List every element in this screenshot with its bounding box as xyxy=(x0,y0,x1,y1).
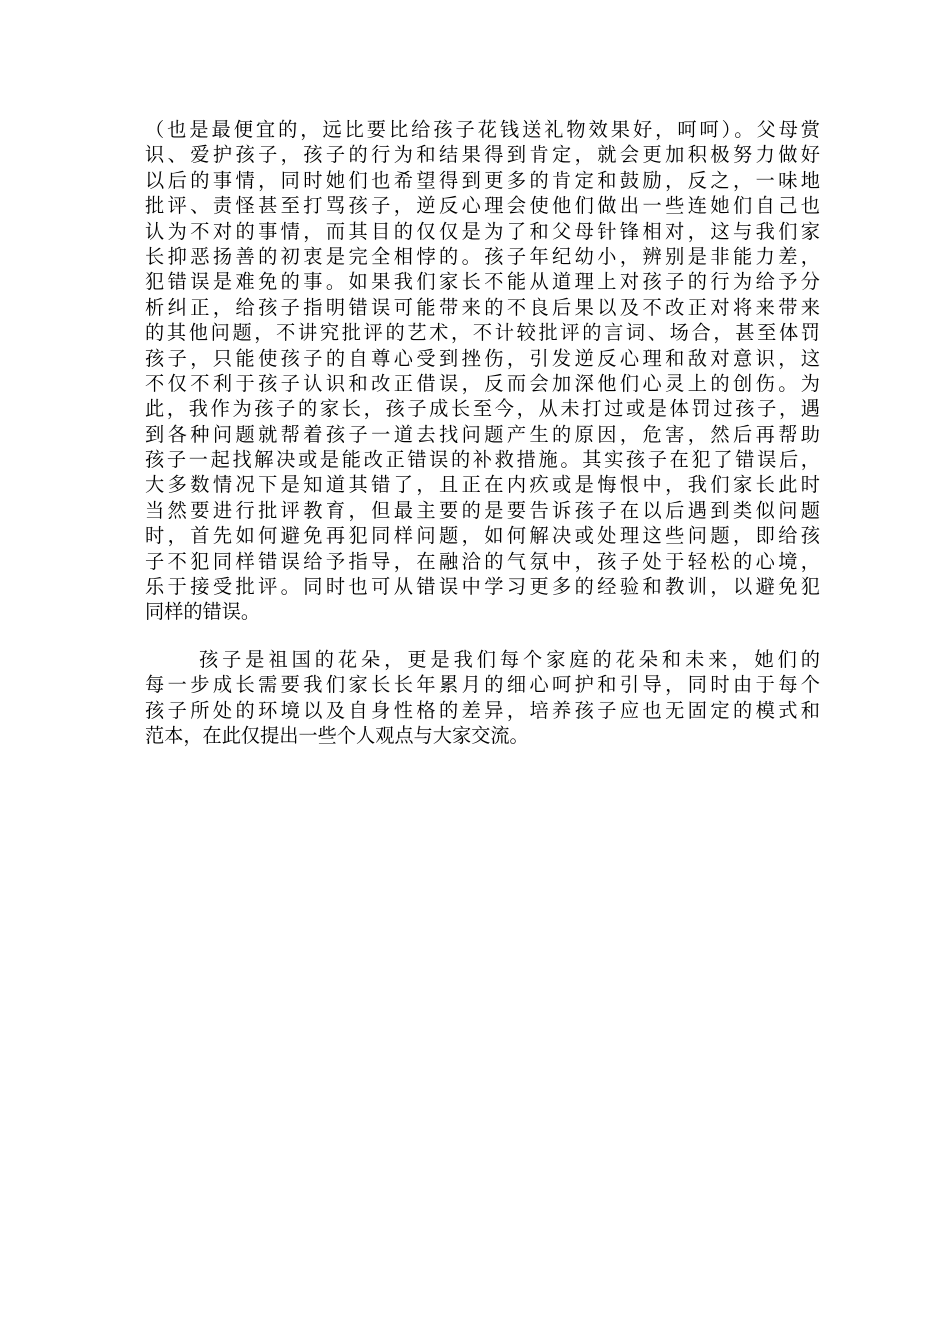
text-line: 此，我作为孩子的家长，孩子成长至今，从未打过或是体罚过孩子，遇 xyxy=(145,397,820,421)
text-line: 到各种问题就帮着孩子一道去找问题产生的原因，危害，然后再帮助 xyxy=(145,422,820,446)
text-line: 大多数情况下是知道其错了，且正在内疚或是悔恨中，我们家长此时 xyxy=(145,473,820,497)
text-line: 每一步成长需要我们家长长年累月的细心呵护和引导，同时由于每个 xyxy=(145,673,820,697)
text-line: 同样的错误。 xyxy=(145,600,261,624)
text-line: （也是最便宜的，远比要比给孩子花钱送礼物效果好，呵呵）。父母赏 xyxy=(145,118,820,141)
text-line: 犯错误是难免的事。如果我们家长不能从道理上对孩子的行为给予分 xyxy=(145,270,820,294)
paragraph-2 xyxy=(145,647,820,749)
text-line: 批评、责怪甚至打骂孩子，逆反心理会使他们做出一些连她们自己也 xyxy=(145,194,820,218)
text-line: 孩子是祖国的花朵，更是我们每个家庭的花朵和未来，她们的 xyxy=(199,647,820,671)
text-line: 长抑恶扬善的初衷是完全相悖的。孩子年纪幼小，辨别是非能力差， xyxy=(145,244,820,268)
document-body xyxy=(145,117,820,748)
text-line: 时，首先如何避免再犯同样问题，如何解决或处理这些问题，即给孩 xyxy=(145,524,820,548)
text-line: 识、爱护孩子，孩子的行为和结果得到肯定，就会更加积极努力做好 xyxy=(145,143,820,167)
text-line: 乐于接受批评。同时也可从错误中学习更多的经验和教训，以避免犯 xyxy=(145,575,820,599)
text-line: 孩子，只能使孩子的自尊心受到挫伤，引发逆反心理和敌对意识，这 xyxy=(145,346,820,370)
text-line: 孩子所处的环境以及自身性格的差异，培养孩子应也无固定的模式和 xyxy=(145,698,820,722)
text-line: 的其他问题，不讲究批评的艺术，不计较批评的言词、场合，甚至体罚 xyxy=(145,321,820,345)
text-line: 当然要进行批评教育，但最主要的是要告诉孩子在以后遇到类似问题 xyxy=(145,498,820,522)
text-line: 孩子一起找解决或是能改正错误的补救措施。其实孩子在犯了错误后， xyxy=(145,448,820,472)
text-line: 范本，在此仅提出一些个人观点与大家交流。 xyxy=(145,723,529,747)
text-line: 认为不对的事情，而其目的仅仅是为了和父母针锋相对，这与我们家 xyxy=(145,219,820,243)
text-line: 析纠正，给孩子指明错误可能带来的不良后果以及不改正对将来带来 xyxy=(145,295,820,319)
text-line: 子不犯同样错误给予指导，在融洽的气氛中，孩子处于轻松的心境， xyxy=(145,549,820,573)
paragraph-1 xyxy=(145,117,820,625)
text-line: 以后的事情，同时她们也希望得到更多的肯定和鼓励，反之，一味地 xyxy=(145,168,820,192)
text-line: 不仅不利于孩子认识和改正借误，反而会加深他们心灵上的创伤。为 xyxy=(145,371,820,395)
